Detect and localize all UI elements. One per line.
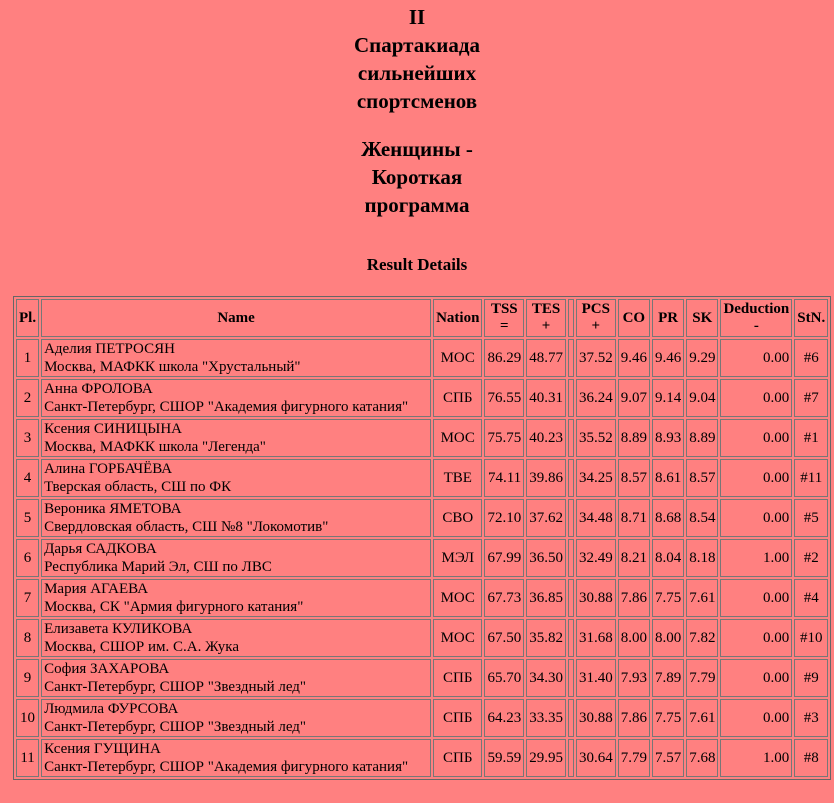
col-header-pr: PR [652,299,684,337]
skater-club: Тверская область, СШ по ФК [44,479,232,495]
cell-co: 7.93 [618,659,650,697]
col-header-sk: SK [686,299,718,337]
cell-sk: 8.89 [686,419,718,457]
category-title-line: программа [364,193,470,217]
cell-co: 8.57 [618,459,650,497]
cell-name [41,379,431,417]
cell-co: 9.46 [618,339,650,377]
cell-spacer [568,499,574,537]
table-row [16,739,828,777]
cell-co: 9.07 [618,379,650,417]
cell-starting-number: #2 [794,539,828,577]
cell-spacer [568,339,574,377]
page-header [0,3,834,275]
cell-tes: 29.95 [526,739,566,777]
cell-starting-number: #7 [794,379,828,417]
cell-co: 8.71 [618,499,650,537]
cell-pcs: 32.49 [576,539,616,577]
cell-deduction: 1.00 [720,539,792,577]
col-header-tss-label: TSS [490,301,518,317]
col-header-starting-number: StN. [794,299,828,337]
cell-starting-number: #3 [794,699,828,737]
competition-title-line: II [408,5,426,29]
cell-pr: 7.75 [652,699,684,737]
cell-nation: МОС [433,579,482,617]
cell-place: 1 [16,339,39,377]
cell-sk: 7.61 [686,579,718,617]
cell-tss: 59.59 [484,739,524,777]
cell-sk: 8.57 [686,459,718,497]
cell-name [41,419,431,457]
cell-deduction: 0.00 [720,379,792,417]
cell-spacer [568,659,574,697]
cell-place: 3 [16,419,39,457]
cell-nation: МЭЛ [433,539,482,577]
cell-pcs: 31.40 [576,659,616,697]
cell-tss: 64.23 [484,699,524,737]
col-header-deduction-sign: - [753,318,759,334]
cell-pr: 8.00 [652,619,684,657]
cell-deduction: 0.00 [720,659,792,697]
competition-title-line: Спартакиада [353,33,481,57]
cell-starting-number: #10 [794,619,828,657]
cell-co: 7.86 [618,699,650,737]
table-row [16,499,828,537]
cell-deduction: 0.00 [720,699,792,737]
cell-pr: 7.75 [652,579,684,617]
cell-pr: 8.61 [652,459,684,497]
skater-name: Елизавета КУЛИКОВА [44,621,193,637]
skater-name: Ксения ГУЩИНА [44,741,161,757]
cell-nation: СПБ [433,739,482,777]
cell-tss: 76.55 [484,379,524,417]
skater-name: Анна ФРОЛОВА [44,381,153,397]
cell-sk: 9.29 [686,339,718,377]
cell-name [41,339,431,377]
skater-club: Москва, СШОР им. С.А. Жука [44,639,240,655]
col-header-spacer [568,299,574,337]
skater-club: Москва, МАФКК школа "Хрустальный" [44,359,301,375]
cell-starting-number: #6 [794,339,828,377]
cell-nation: СПБ [433,379,482,417]
cell-pr: 9.14 [652,379,684,417]
cell-nation: СВО [433,499,482,537]
cell-name [41,619,431,657]
cell-spacer [568,579,574,617]
cell-co: 7.79 [618,739,650,777]
table-row [16,379,828,417]
cell-co: 8.00 [618,619,650,657]
col-header-name: Name [41,299,431,337]
cell-name [41,699,431,737]
results-table [13,296,831,780]
cell-spacer [568,379,574,417]
table-row [16,579,828,617]
cell-tss: 86.29 [484,339,524,377]
table-header-row [16,299,828,337]
cell-tss: 74.11 [484,459,524,497]
cell-pr: 9.46 [652,339,684,377]
col-header-tes-label: TES [531,301,561,317]
result-details-heading: Result Details [366,255,468,274]
skater-club: Санкт-Петербург, СШОР "Академия фигурного катания" [44,399,409,415]
competition-title-line: спортсменов [356,89,478,113]
cell-starting-number: #9 [794,659,828,697]
skater-name: Людмила ФУРСОВА [44,701,179,717]
skater-name: Дарья САДКОВА [44,541,157,557]
cell-starting-number: #5 [794,499,828,537]
cell-name [41,579,431,617]
cell-nation: СПБ [433,659,482,697]
table-row [16,339,828,377]
cell-place: 5 [16,499,39,537]
skater-club: Свердловская область, СШ №8 "Локомотив" [44,519,329,535]
col-header-tss [484,299,524,337]
cell-pr: 8.68 [652,499,684,537]
skater-name: Аделия ПЕТРОСЯН [44,341,175,357]
cell-co: 8.89 [618,419,650,457]
cell-name [41,739,431,777]
skater-club: Москва, МАФКК школа "Легенда" [44,439,266,455]
cell-tes: 37.62 [526,499,566,537]
cell-tss: 67.73 [484,579,524,617]
cell-place: 6 [16,539,39,577]
table-row [16,619,828,657]
skater-name: Ксения СИНИЦЫНА [44,421,183,437]
cell-spacer [568,739,574,777]
cell-starting-number: #8 [794,739,828,777]
col-header-tes [526,299,566,337]
cell-spacer [568,419,574,457]
col-header-deduction [720,299,792,337]
table-row [16,539,828,577]
cell-place: 2 [16,379,39,417]
cell-pcs: 34.25 [576,459,616,497]
cell-spacer [568,699,574,737]
table-row [16,419,828,457]
cell-deduction: 0.00 [720,619,792,657]
cell-deduction: 1.00 [720,739,792,777]
cell-spacer [568,539,574,577]
col-header-tes-sign: + [541,318,551,334]
cell-place: 10 [16,699,39,737]
skater-club: Санкт-Петербург, СШОР "Звездный лед" [44,719,307,735]
cell-pcs: 30.88 [576,579,616,617]
cell-place: 8 [16,619,39,657]
cell-deduction: 0.00 [720,499,792,537]
cell-sk: 7.61 [686,699,718,737]
cell-pcs: 31.68 [576,619,616,657]
skater-name: Мария АГАЕВА [44,581,149,597]
cell-starting-number: #11 [794,459,828,497]
col-header-place: Pl. [16,299,39,337]
cell-deduction: 0.00 [720,339,792,377]
cell-sk: 8.18 [686,539,718,577]
cell-co: 8.21 [618,539,650,577]
cell-nation: МОС [433,419,482,457]
cell-sk: 7.79 [686,659,718,697]
cell-starting-number: #1 [794,419,828,457]
cell-pr: 7.89 [652,659,684,697]
cell-sk: 7.82 [686,619,718,657]
cell-tes: 40.31 [526,379,566,417]
cell-spacer [568,459,574,497]
cell-deduction: 0.00 [720,459,792,497]
cell-pr: 8.93 [652,419,684,457]
cell-tss: 65.70 [484,659,524,697]
category-title-line: Короткая [371,165,463,189]
cell-starting-number: #4 [794,579,828,617]
cell-place: 7 [16,579,39,617]
col-header-tss-sign: = [500,318,509,334]
cell-nation: СПБ [433,699,482,737]
cell-place: 11 [16,739,39,777]
skater-name: Алина ГОРБАЧЁВА [44,461,173,477]
cell-tes: 40.23 [526,419,566,457]
skater-club: Санкт-Петербург, СШОР "Академия фигурного катания" [44,759,409,775]
cell-sk: 8.54 [686,499,718,537]
cell-tes: 35.82 [526,619,566,657]
col-header-pcs-label: PCS [581,301,610,317]
category-title [0,135,834,219]
cell-deduction: 0.00 [720,419,792,457]
cell-deduction: 0.00 [720,579,792,617]
col-header-deduction-label: Deduction [723,301,790,317]
cell-nation: МОС [433,619,482,657]
competition-title [0,3,834,115]
cell-co: 7.86 [618,579,650,617]
cell-pcs: 34.48 [576,499,616,537]
skater-name: София ЗАХАРОВА [44,661,170,677]
cell-sk: 7.68 [686,739,718,777]
cell-name [41,659,431,697]
skater-club: Санкт-Петербург, СШОР "Звездный лед" [44,679,307,695]
competition-title-line: сильнейших [357,61,477,85]
cell-name [41,539,431,577]
cell-place: 4 [16,459,39,497]
table-row [16,699,828,737]
cell-nation: МОС [433,339,482,377]
skater-club: Республика Марий Эл, СШ по ЛВС [44,559,272,575]
cell-tes: 33.35 [526,699,566,737]
cell-tss: 75.75 [484,419,524,457]
cell-tes: 48.77 [526,339,566,377]
cell-nation: ТВЕ [433,459,482,497]
skater-club: Москва, СК "Армия фигурного катания" [44,599,304,615]
cell-pcs: 35.52 [576,419,616,457]
cell-place: 9 [16,659,39,697]
cell-pcs: 30.64 [576,739,616,777]
col-header-nation: Nation [433,299,482,337]
cell-pr: 8.04 [652,539,684,577]
cell-spacer [568,619,574,657]
cell-tes: 39.86 [526,459,566,497]
cell-pcs: 37.52 [576,339,616,377]
cell-sk: 9.04 [686,379,718,417]
cell-tes: 36.85 [526,579,566,617]
cell-pr: 7.57 [652,739,684,777]
cell-pcs: 36.24 [576,379,616,417]
col-header-pcs-sign: + [591,318,601,334]
skater-name: Вероника ЯМЕТОВА [44,501,182,517]
col-header-pcs [576,299,616,337]
cell-name [41,459,431,497]
cell-tss: 72.10 [484,499,524,537]
table-row [16,459,828,497]
cell-pcs: 30.88 [576,699,616,737]
category-title-line: Женщины - [361,137,473,161]
cell-tes: 34.30 [526,659,566,697]
col-header-co: CO [618,299,650,337]
table-row [16,659,828,697]
cell-name [41,499,431,537]
cell-tes: 36.50 [526,539,566,577]
cell-tss: 67.99 [484,539,524,577]
cell-tss: 67.50 [484,619,524,657]
